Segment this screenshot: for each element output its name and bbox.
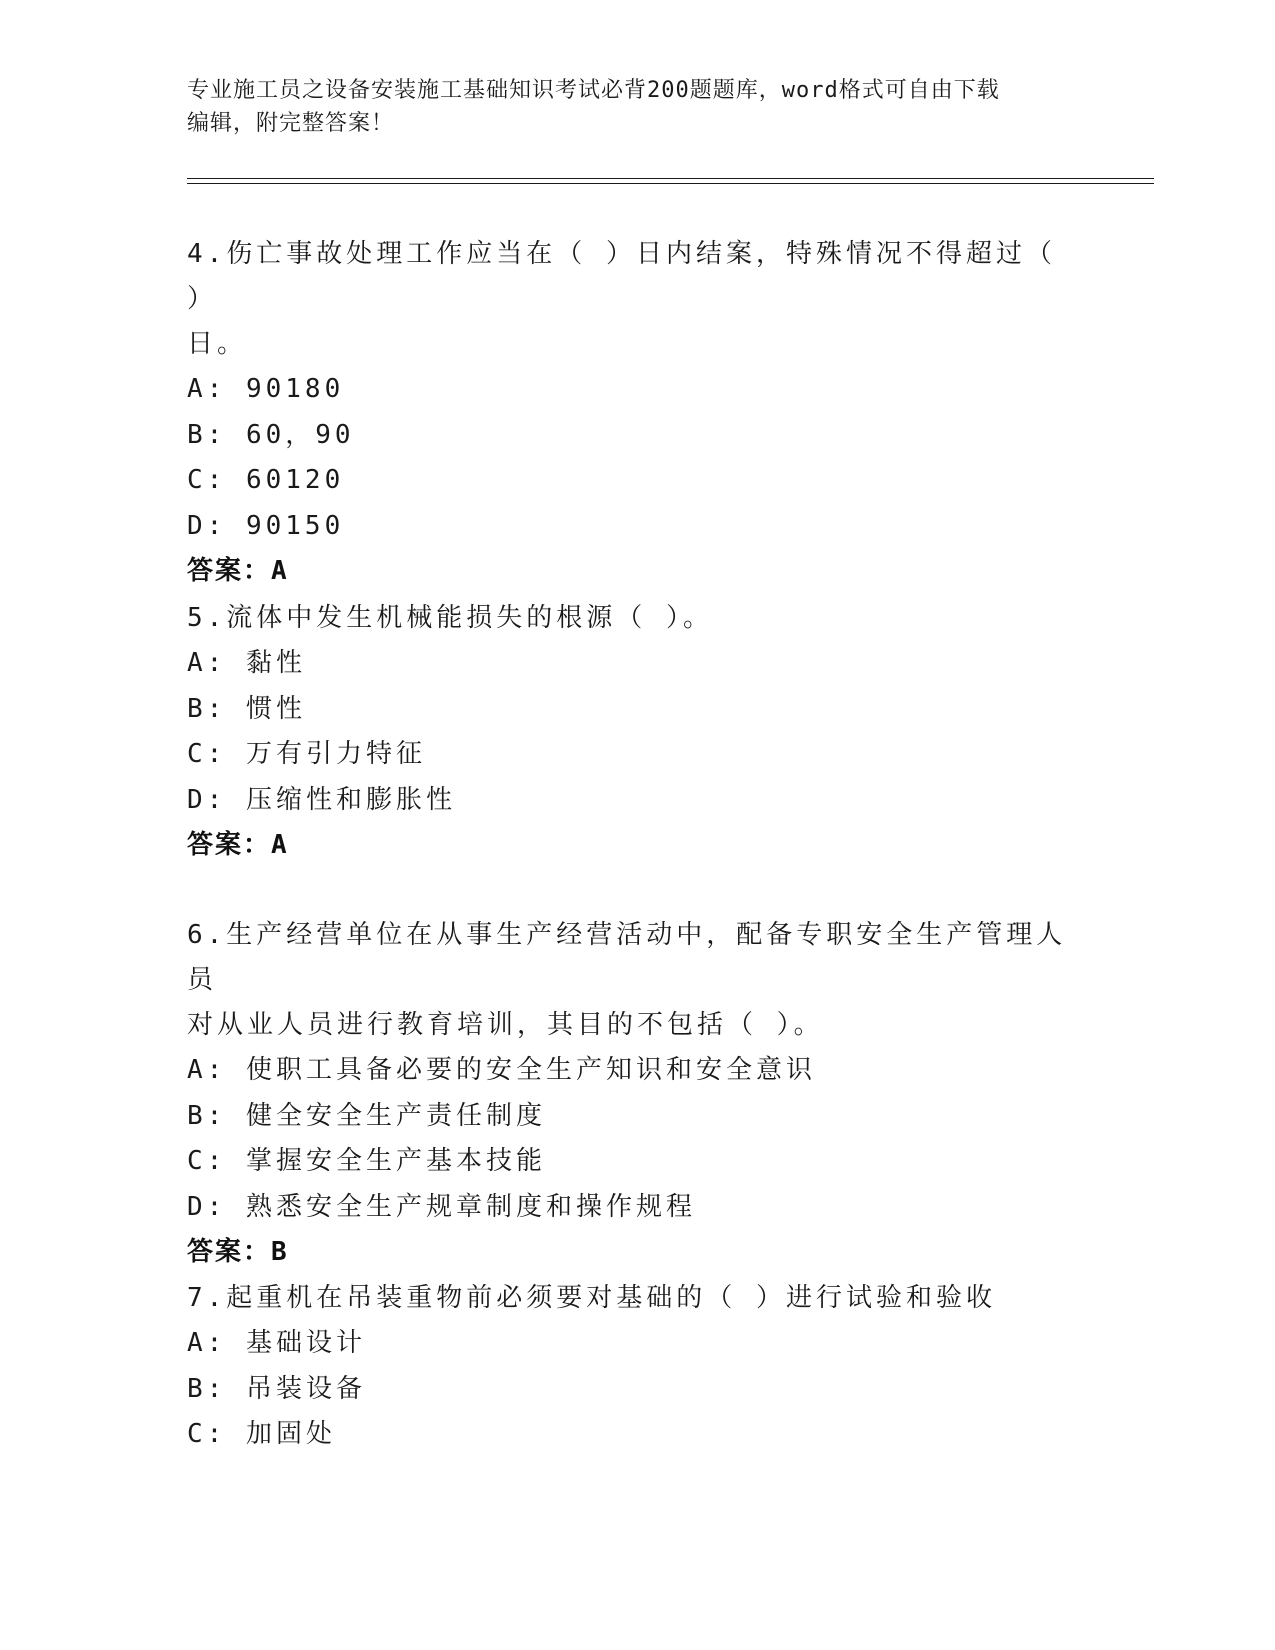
- question-4: [187, 232, 1087, 595]
- question-stem-line: 对从业人员进行教育培训，其目的不包括（ ）。: [187, 1010, 824, 1040]
- question-6: [187, 913, 1087, 1276]
- option-c: C: 掌握安全生产基本技能: [187, 1146, 546, 1176]
- option-d: D: 90150: [187, 510, 345, 541]
- answer: 答案：A: [187, 830, 289, 860]
- answer: 答案：B: [187, 1237, 289, 1267]
- option-b: B: 60，90: [187, 419, 355, 450]
- option-a: A: 使职工具备必要的安全生产知识和安全意识: [187, 1055, 816, 1085]
- header-line-2: 编辑，附完整答案！: [187, 111, 395, 136]
- answer: 答案：A: [187, 556, 289, 586]
- option-b: B: 健全安全生产责任制度: [187, 1100, 546, 1131]
- option-a: A: 基础设计: [187, 1328, 366, 1358]
- header-line-1: 专业施工员之设备安装施工基础知识考试必背200题题库，word格式可自由下载: [187, 78, 1000, 103]
- question-stem-line: 5.流体中发生机械能损失的根源（ ）。: [187, 603, 713, 633]
- option-b: B: 惯性: [187, 693, 306, 724]
- question-5: [187, 596, 1087, 869]
- header-divider-bottom: [187, 183, 1154, 184]
- option-c: C: 加固处: [187, 1419, 336, 1449]
- option-c: C: 60120: [187, 465, 345, 495]
- option-d: D: 熟悉安全生产规章制度和操作规程: [187, 1191, 696, 1222]
- document-header: [187, 74, 1087, 140]
- option-a: A: 黏性: [187, 648, 306, 678]
- question-7: [187, 1276, 1087, 1458]
- header-divider-top: [187, 178, 1154, 179]
- question-stem-line: 4.伤亡事故处理工作应当在（ ）日内结案，特殊情况不得超过（ ）: [187, 239, 1056, 314]
- option-b: B: 吊装设备: [187, 1373, 366, 1404]
- option-a: A: 90180: [187, 374, 345, 404]
- question-stem-line: 7.起重机在吊装重物前必须要对基础的（ ）进行试验和验收: [187, 1283, 996, 1313]
- question-stem-line: 6.生产经营单位在从事生产经营活动中，配备专职安全生产管理人员: [187, 920, 1067, 995]
- option-c: C: 万有引力特征: [187, 739, 426, 769]
- question-stem-line: 日。: [187, 329, 248, 359]
- option-d: D: 压缩性和膨胀性: [187, 784, 456, 815]
